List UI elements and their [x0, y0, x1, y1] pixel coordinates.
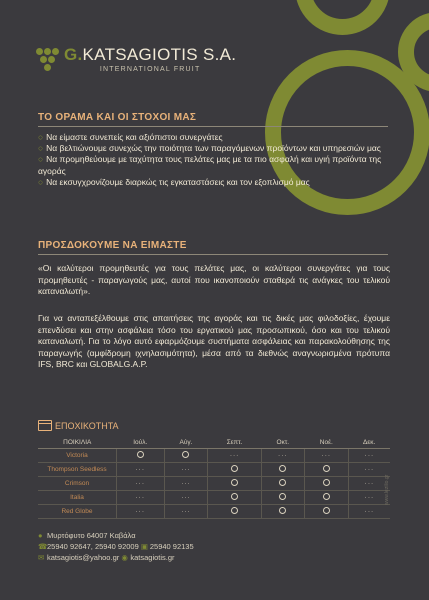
unavailable-dash: ··· — [117, 505, 165, 519]
list-item: ○ Να εκσυγχρονίζουμε διαρκώς τις εγκαταστάσεις και τον εξοπλισμό μας — [38, 176, 310, 187]
available-dot-icon — [261, 505, 304, 519]
column-header-month: Σεπτ. — [208, 436, 261, 449]
variety-cell: Crimson — [38, 477, 117, 491]
available-dot-icon — [261, 477, 304, 491]
brand-tagline: INTERNATIONAL FRUIT — [99, 65, 201, 73]
availability-heading: ΕΠΟΧΙΚΟΤΗΤΑ — [38, 420, 119, 431]
unavailable-dash: ··· — [348, 491, 390, 505]
available-dot-icon — [261, 491, 304, 505]
unavailable-dash: ··· — [117, 463, 165, 477]
circle-bullet-icon: ○ — [38, 176, 44, 187]
list-item: ○ Να είμαστε συνεπείς και αξιόπιστοι συνεργάτες — [38, 132, 223, 142]
phone-icon: ☎ — [38, 542, 48, 551]
unavailable-dash: ··· — [348, 477, 390, 491]
column-header-month: Νοέ. — [304, 436, 348, 449]
expect-title: ΠΡΟΣΔΟΚΟΥΜΕ ΝΑ ΕΙΜΑΣΤΕ — [38, 240, 187, 251]
brand-name: G.KATSAGIOTIS S.A. — [64, 44, 237, 64]
column-header-month: Δεκ. — [348, 436, 390, 449]
unavailable-dash: ··· — [164, 463, 208, 477]
available-dot-icon — [164, 449, 208, 463]
unavailable-dash: ··· — [164, 477, 208, 491]
circle-bullet-icon: ○ — [38, 154, 44, 165]
availability-table — [38, 436, 390, 519]
list-item: ○ Να βελτιώνουμε συνεχώς την ποιότητα των παραγόμενων προϊόντων και υπηρεσιών μας — [38, 143, 381, 154]
contact-web — [38, 552, 194, 563]
divider — [38, 126, 388, 127]
design-credit: www.lezilio.gr — [384, 474, 390, 505]
contact-phone: ☎25940 92647, 25940 92009 ▣ 25940 92135 — [38, 542, 194, 551]
contact-address: ● Μυρτόφυτο 64007 Καβάλα — [38, 531, 136, 540]
available-dot-icon — [261, 463, 304, 477]
available-dot-icon — [304, 491, 348, 505]
unavailable-dash: ··· — [348, 505, 390, 519]
unavailable-dash: ··· — [208, 449, 261, 463]
company-logo — [36, 40, 236, 78]
available-dot-icon — [208, 477, 261, 491]
website-link[interactable]: katsagiotis.gr — [130, 553, 175, 562]
column-header-month: Αύγ. — [164, 436, 208, 449]
circle-bullet-icon: ○ — [38, 143, 44, 154]
grapes-icon — [36, 40, 60, 78]
available-dot-icon — [208, 463, 261, 477]
mission-quote: «Οι καλύτεροι προμηθευτές για τους πελάτες μας, οι καλύτεροι συνεργάτες για τους προμηθευτές - παραγωγούς μας, αυτοί που ικανοποιούν σταθερά τις ανάγκες του τελικού καταναλωτή». — [38, 263, 390, 296]
available-dot-icon — [304, 463, 348, 477]
column-header-month: Ιούλ. — [117, 436, 165, 449]
unavailable-dash: ··· — [348, 463, 390, 477]
unavailable-dash: ··· — [348, 449, 390, 463]
unavailable-dash: ··· — [117, 491, 165, 505]
table-row — [38, 505, 390, 519]
email-icon: ✉ — [38, 553, 45, 562]
column-header-month: Οκτ. — [261, 436, 304, 449]
calendar-icon — [38, 420, 52, 431]
circle-bullet-icon: ○ — [38, 132, 44, 142]
column-header-variety: ΠΟΙΚΙΛΙΑ — [38, 436, 117, 449]
variety-cell: Thompson Seedless — [38, 463, 117, 477]
table-row — [38, 491, 390, 505]
unavailable-dash: ··· — [261, 449, 304, 463]
available-dot-icon — [304, 477, 348, 491]
unavailable-dash: ··· — [164, 491, 208, 505]
table-row — [38, 449, 390, 463]
unavailable-dash: ··· — [164, 505, 208, 519]
unavailable-dash: ··· — [304, 449, 348, 463]
vision-list — [38, 132, 388, 188]
variety-cell: Red Globe — [38, 505, 117, 519]
available-dot-icon — [208, 491, 261, 505]
list-item: ○ Να προμηθεύουμε με ταχύτητα τους πελάτες μας με τα πιο ασφαλή και υγιή προϊόντα της αγοράς — [38, 154, 382, 176]
available-dot-icon — [304, 505, 348, 519]
body-paragraph: Για να ανταπεξέλθουμε στις απαιτήσεις της αγοράς και τις δικές μας φιλοδοξίες, έχουμε επενδύσει και στην ασφάλεια τόσο του εργατικού μας προσωπικού, όσο και του τελικού καταναλωτή. Για το λόγο αυτό εφαρμόζουμε συστήματα ασφάλειας και παρακολούθησης της παραγωγής (αμφίδρομη ιχνηλασιμότητα), μέσα από τα διεθνώς αναγνωρισμένα πρότυπα IFS, BRC και GLOBALG.A.P. — [38, 313, 390, 369]
email-link[interactable]: katsagiotis@yahoo.gr — [47, 553, 120, 562]
variety-cell: Victoria — [38, 449, 117, 463]
available-dot-icon — [117, 449, 165, 463]
available-dot-icon — [208, 505, 261, 519]
decor-ring — [295, 0, 390, 35]
variety-cell: Italia — [38, 491, 117, 505]
contact-block — [38, 530, 194, 563]
table-row — [38, 477, 390, 491]
vision-title: ΤΟ ΟΡΑΜΑ ΚΑΙ ΟΙ ΣΤΟΧΟΙ ΜΑΣ — [38, 112, 197, 123]
unavailable-dash: ··· — [117, 477, 165, 491]
fax-icon: ▣ — [140, 542, 148, 551]
table-row — [38, 463, 390, 477]
divider — [38, 254, 388, 255]
location-icon: ● — [38, 531, 43, 540]
web-icon: ◉ — [121, 553, 128, 562]
